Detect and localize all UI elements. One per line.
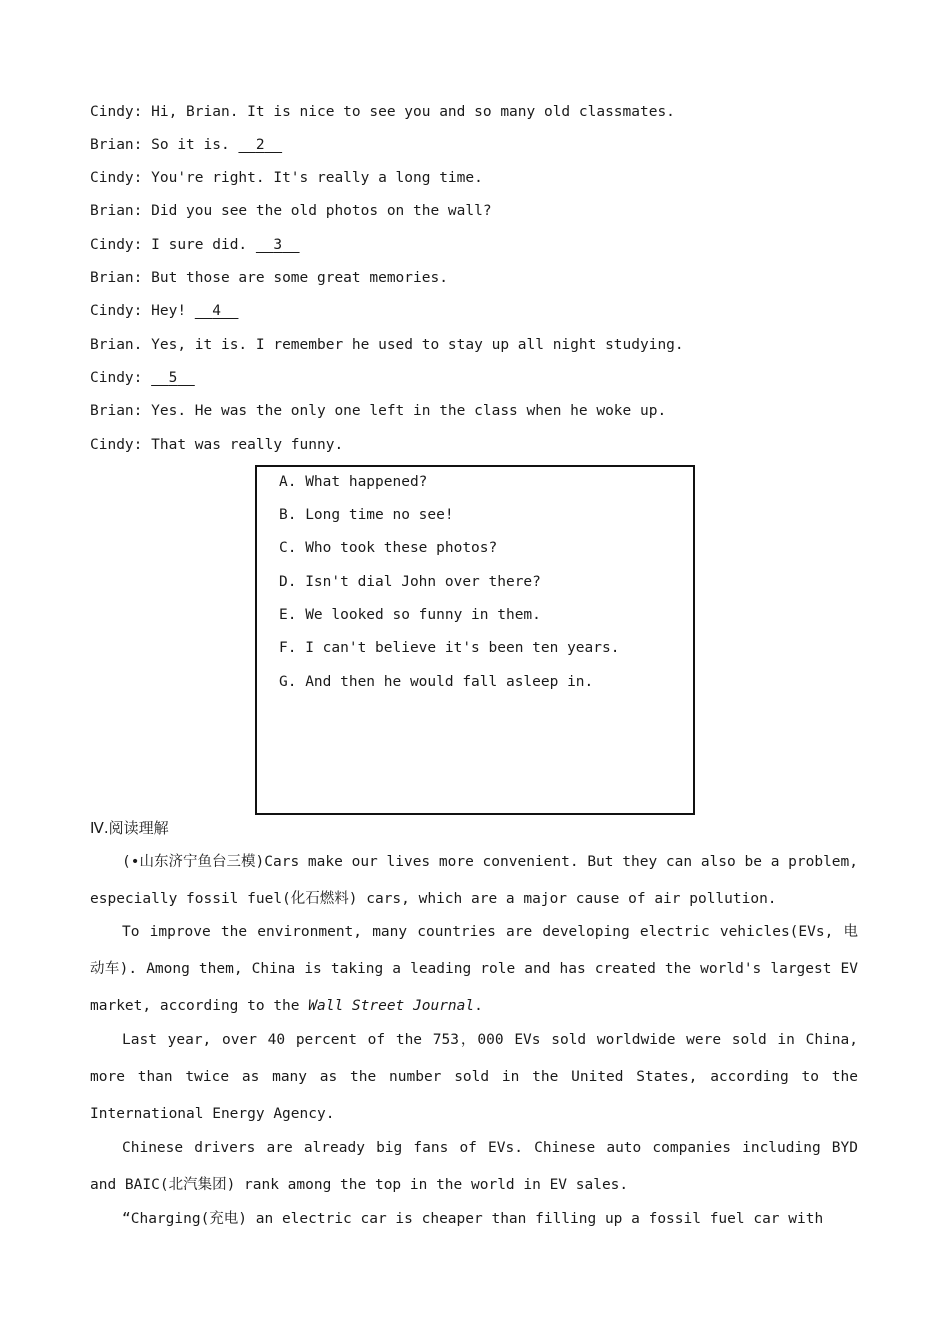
speaker: Brian:: [90, 203, 143, 219]
dialogue-line-7: [90, 301, 238, 321]
dialogue-text: But those are some great memories.: [151, 270, 448, 286]
dialogue-line-5: [90, 235, 300, 255]
option-c: C. Who took these photos?: [279, 540, 498, 556]
option-g: G. And then he would fall asleep in.: [279, 674, 594, 690]
reading-paragraph-4: Chinese drivers are already big fans of EVs. Chinese auto companies including BYD and BAIC(北汽集团) rank among the top in the world in EV sales.: [90, 1140, 858, 1193]
answer-blank: 4: [212, 303, 221, 319]
speaker: Cindy:: [90, 170, 143, 186]
dialogue-text: So it is.: [151, 137, 230, 153]
section-title: Ⅳ.阅读理解: [90, 819, 169, 837]
dialogue-text: I sure did.: [151, 237, 248, 253]
dialogue-text: Hi, Brian. It is nice to see you and so many old classmates.: [151, 104, 675, 120]
dialogue-line-4: [90, 201, 492, 221]
dialogue-line-2: [90, 135, 282, 155]
dialogue-text: That was really funny.: [151, 437, 344, 453]
option-f: F. I can't believe it's been ten years.: [279, 640, 620, 656]
dialogue-line-10: [90, 401, 666, 421]
speaker: Cindy:: [90, 237, 143, 253]
dialogue-line-11: [90, 435, 343, 455]
dialogue-text: Yes, it is. I remember he used to stay up all night studying.: [151, 337, 684, 353]
source-title: Wall Street Journal: [308, 998, 475, 1014]
speaker: Brian:: [90, 137, 143, 153]
reading-paragraph-3: Last year, over 40 percent of the 753，000 EVs sold worldwide were sold in China, more than twice as many as the number sold in the United States, according to the International Energy Agency.: [90, 1032, 858, 1122]
dialogue-text: You're right. It's really a long time.: [151, 170, 483, 186]
reading-paragraph-2: To improve the environment, many countries are developing electric vehicles(EVs, 电动车). Among them, China is taking a leading role and has created the world's largest EV market, according to the Wall Street Journal.: [90, 924, 858, 1014]
dialogue-line-8: [90, 335, 684, 355]
speaker: Cindy:: [90, 303, 143, 319]
answer-blank: 5: [168, 370, 178, 386]
option-d: D. Isn't dial John over there?: [279, 574, 541, 590]
dialogue-line-6: [90, 268, 448, 288]
option-a: A. What happened?: [279, 474, 428, 490]
dialogue-line-1: [90, 102, 675, 122]
option-b: B. Long time no see!: [279, 507, 454, 523]
speaker: Brian:: [90, 270, 143, 286]
speaker: Cindy:: [90, 104, 143, 120]
reading-paragraph-5: “Charging(充电) an electric car is cheaper than filling up a fossil fuel car with: [122, 1211, 824, 1227]
speaker: Cindy:: [90, 370, 143, 386]
reading-paragraph-1: (•山东济宁鱼台三模)Cars make our lives more convenient. But they can also be a problem, especially fossil fuel(化石燃料) cars, which are a major cause of air pollution.: [90, 854, 858, 907]
speaker: Brian.: [90, 337, 143, 353]
options-box: [255, 465, 695, 815]
answer-blank: 3: [273, 237, 283, 253]
answer-blank: 2: [255, 137, 265, 153]
option-e: E. We looked so funny in them.: [279, 607, 541, 623]
speaker: Brian:: [90, 403, 143, 419]
dialogue-line-9: [90, 368, 195, 388]
dialogue-text: Did you see the old photos on the wall?: [151, 203, 492, 219]
dialogue-line-3: [90, 168, 483, 188]
speaker: Cindy:: [90, 437, 143, 453]
dialogue-text: Hey!: [151, 303, 187, 319]
dialogue-text: Yes. He was the only one left in the class when he woke up.: [151, 403, 667, 419]
